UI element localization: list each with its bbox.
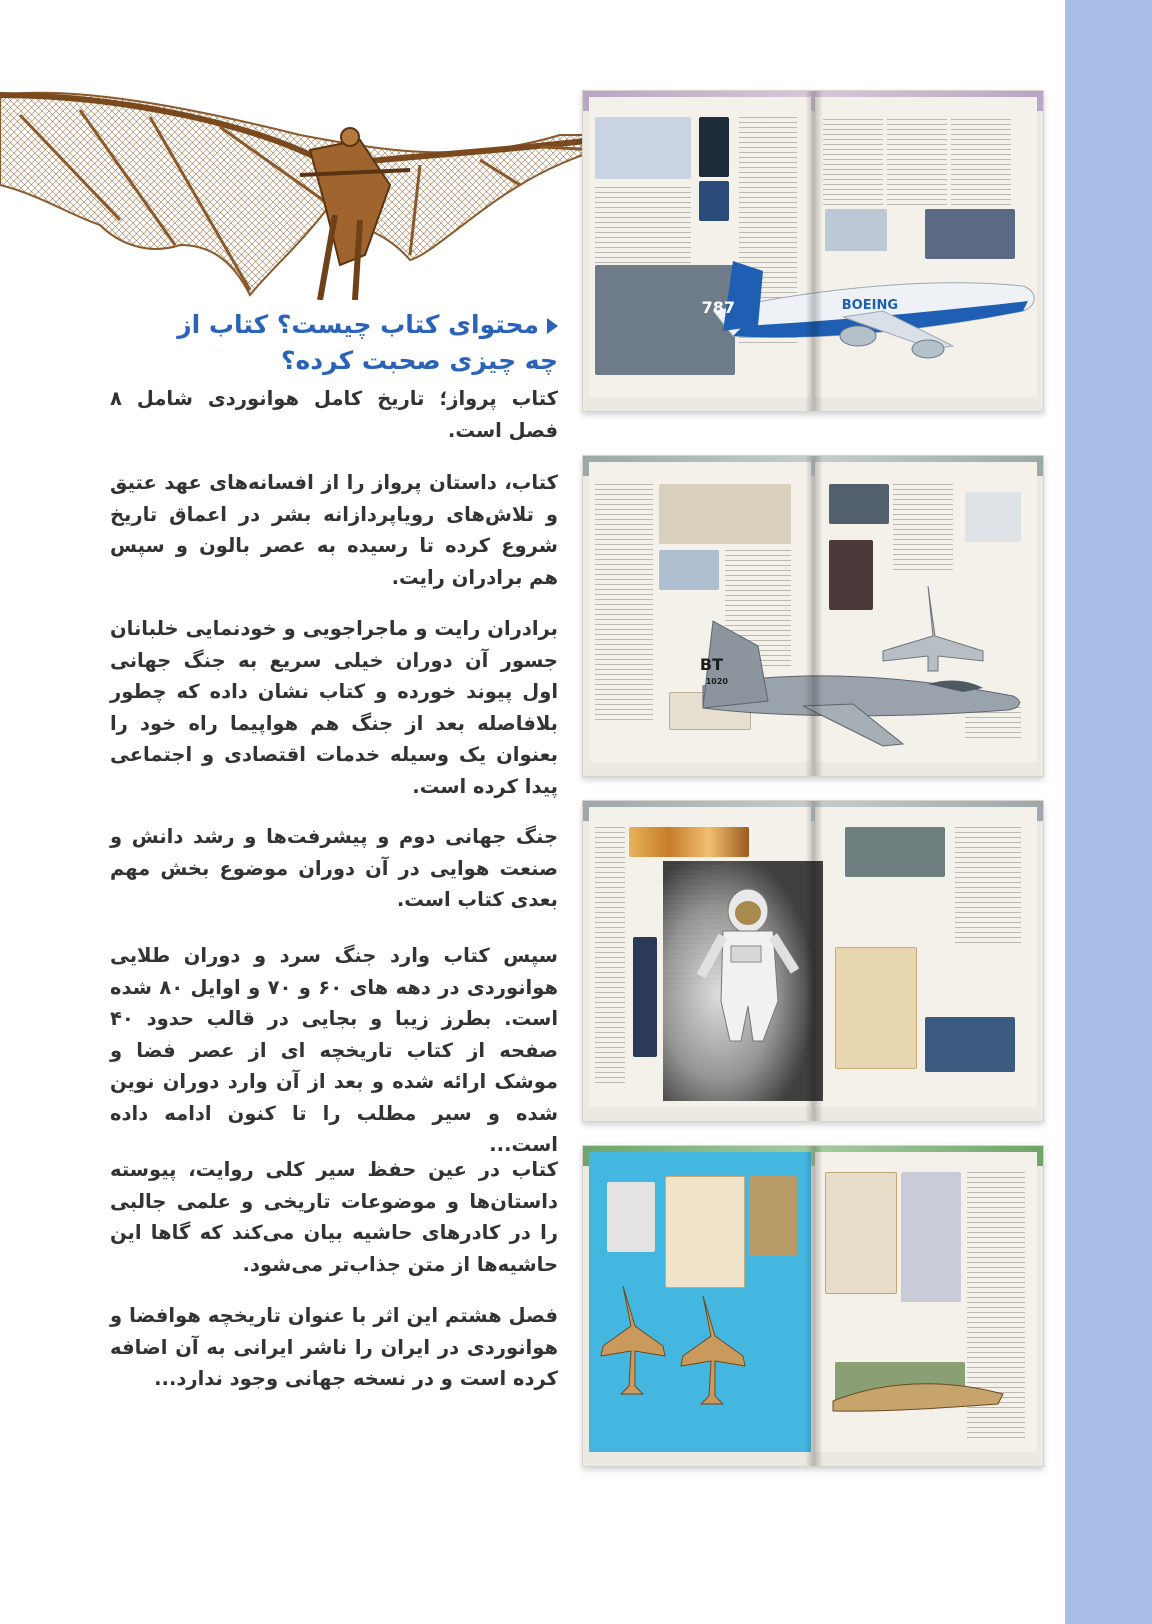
paragraph-world-war-two: جنگ جهانی دوم و پیشرفت‌ها و رشد دانش و صنعت هوایی در آن دوران موضوع بخش مهم بعدی کتاب است. [110, 825, 558, 911]
paragraph-history-start: کتاب، داستان پرواز را از افسانه‌های عهد عتیق و تلاش‌های رویاپردازانه بشر در اعماق تاریخ شروع کرده تا رسیده به عصر بالون و سپس هم برادران رایت. [110, 471, 558, 589]
book-spread-moon-landing [582, 800, 1044, 1122]
airliner-tail-text: 787 [701, 298, 735, 317]
section-heading [150, 307, 558, 379]
fighter-tail-code: BT [699, 655, 723, 674]
paragraph-wright-brothers: برادران رایت و ماجراجویی و خودنمایی خلبانان جسور آن دوران خیلی سریع به جنگ جهانی اول پیوند خورده و کتاب نشان داده که چطور بلافاصله بعد از جنگ هم هواپیما راه خود را بعنوان یک وسیله خدمات اقتصادی و اجتماعی پیدا کرده است. [110, 617, 558, 798]
arrow-marker-icon [547, 318, 558, 334]
book-spread-fighter-jet [582, 455, 1044, 777]
paragraph-iran-chapter: فصل هشتم این اثر با عنوان تاریخچه هوافضا و هوانوردی در ایران را ناشر ایرانی به آن اضافه کرده است و در نسخه جهانی وجود ندارد... [110, 1304, 558, 1390]
ornithopter-illustration [0, 55, 640, 300]
book-spread-iranian-air-force [582, 1145, 1044, 1467]
paragraph-chapters: کتاب پرواز؛ تاریخ کامل هوانوردی شامل ۸ فصل است. [110, 387, 558, 442]
fighter-serial-number: 1020 [705, 677, 728, 686]
paragraph-cold-war-space: سپس کتاب وارد جنگ سرد و دوران طلایی هوانوردی در دهه های ۶۰ و ۷۰ و اوایل ۸۰ شده است. بطرز زیبا و بجایی در قالب حدود ۴۰ صفحه از کتاب تاریخچه ای از عصر فضا و موشک ارائه شده و بعد از آن وارد دوران نوین شده و سیر مطلب را تا کنون ادامه داده است... [110, 944, 558, 1156]
section-heading-text: محتوای کتاب چیست؟ کتاب از چه چیزی صحبت کرده؟ [177, 310, 558, 375]
airliner-brand-text: BOEING [841, 298, 898, 313]
paragraph-sidebars: کتاب در عین حفظ سیر کلی روایت، پیوسته داستان‌ها و موضوعات تاریخی و علمی جالبی را در کادرهای حاشیه بیان می‌کند که گاها این حاشیه‌ها از متن جذاب‌تر می‌شود. [110, 1158, 558, 1276]
book-spread-airliner [582, 90, 1044, 412]
side-color-band [1065, 0, 1152, 1624]
